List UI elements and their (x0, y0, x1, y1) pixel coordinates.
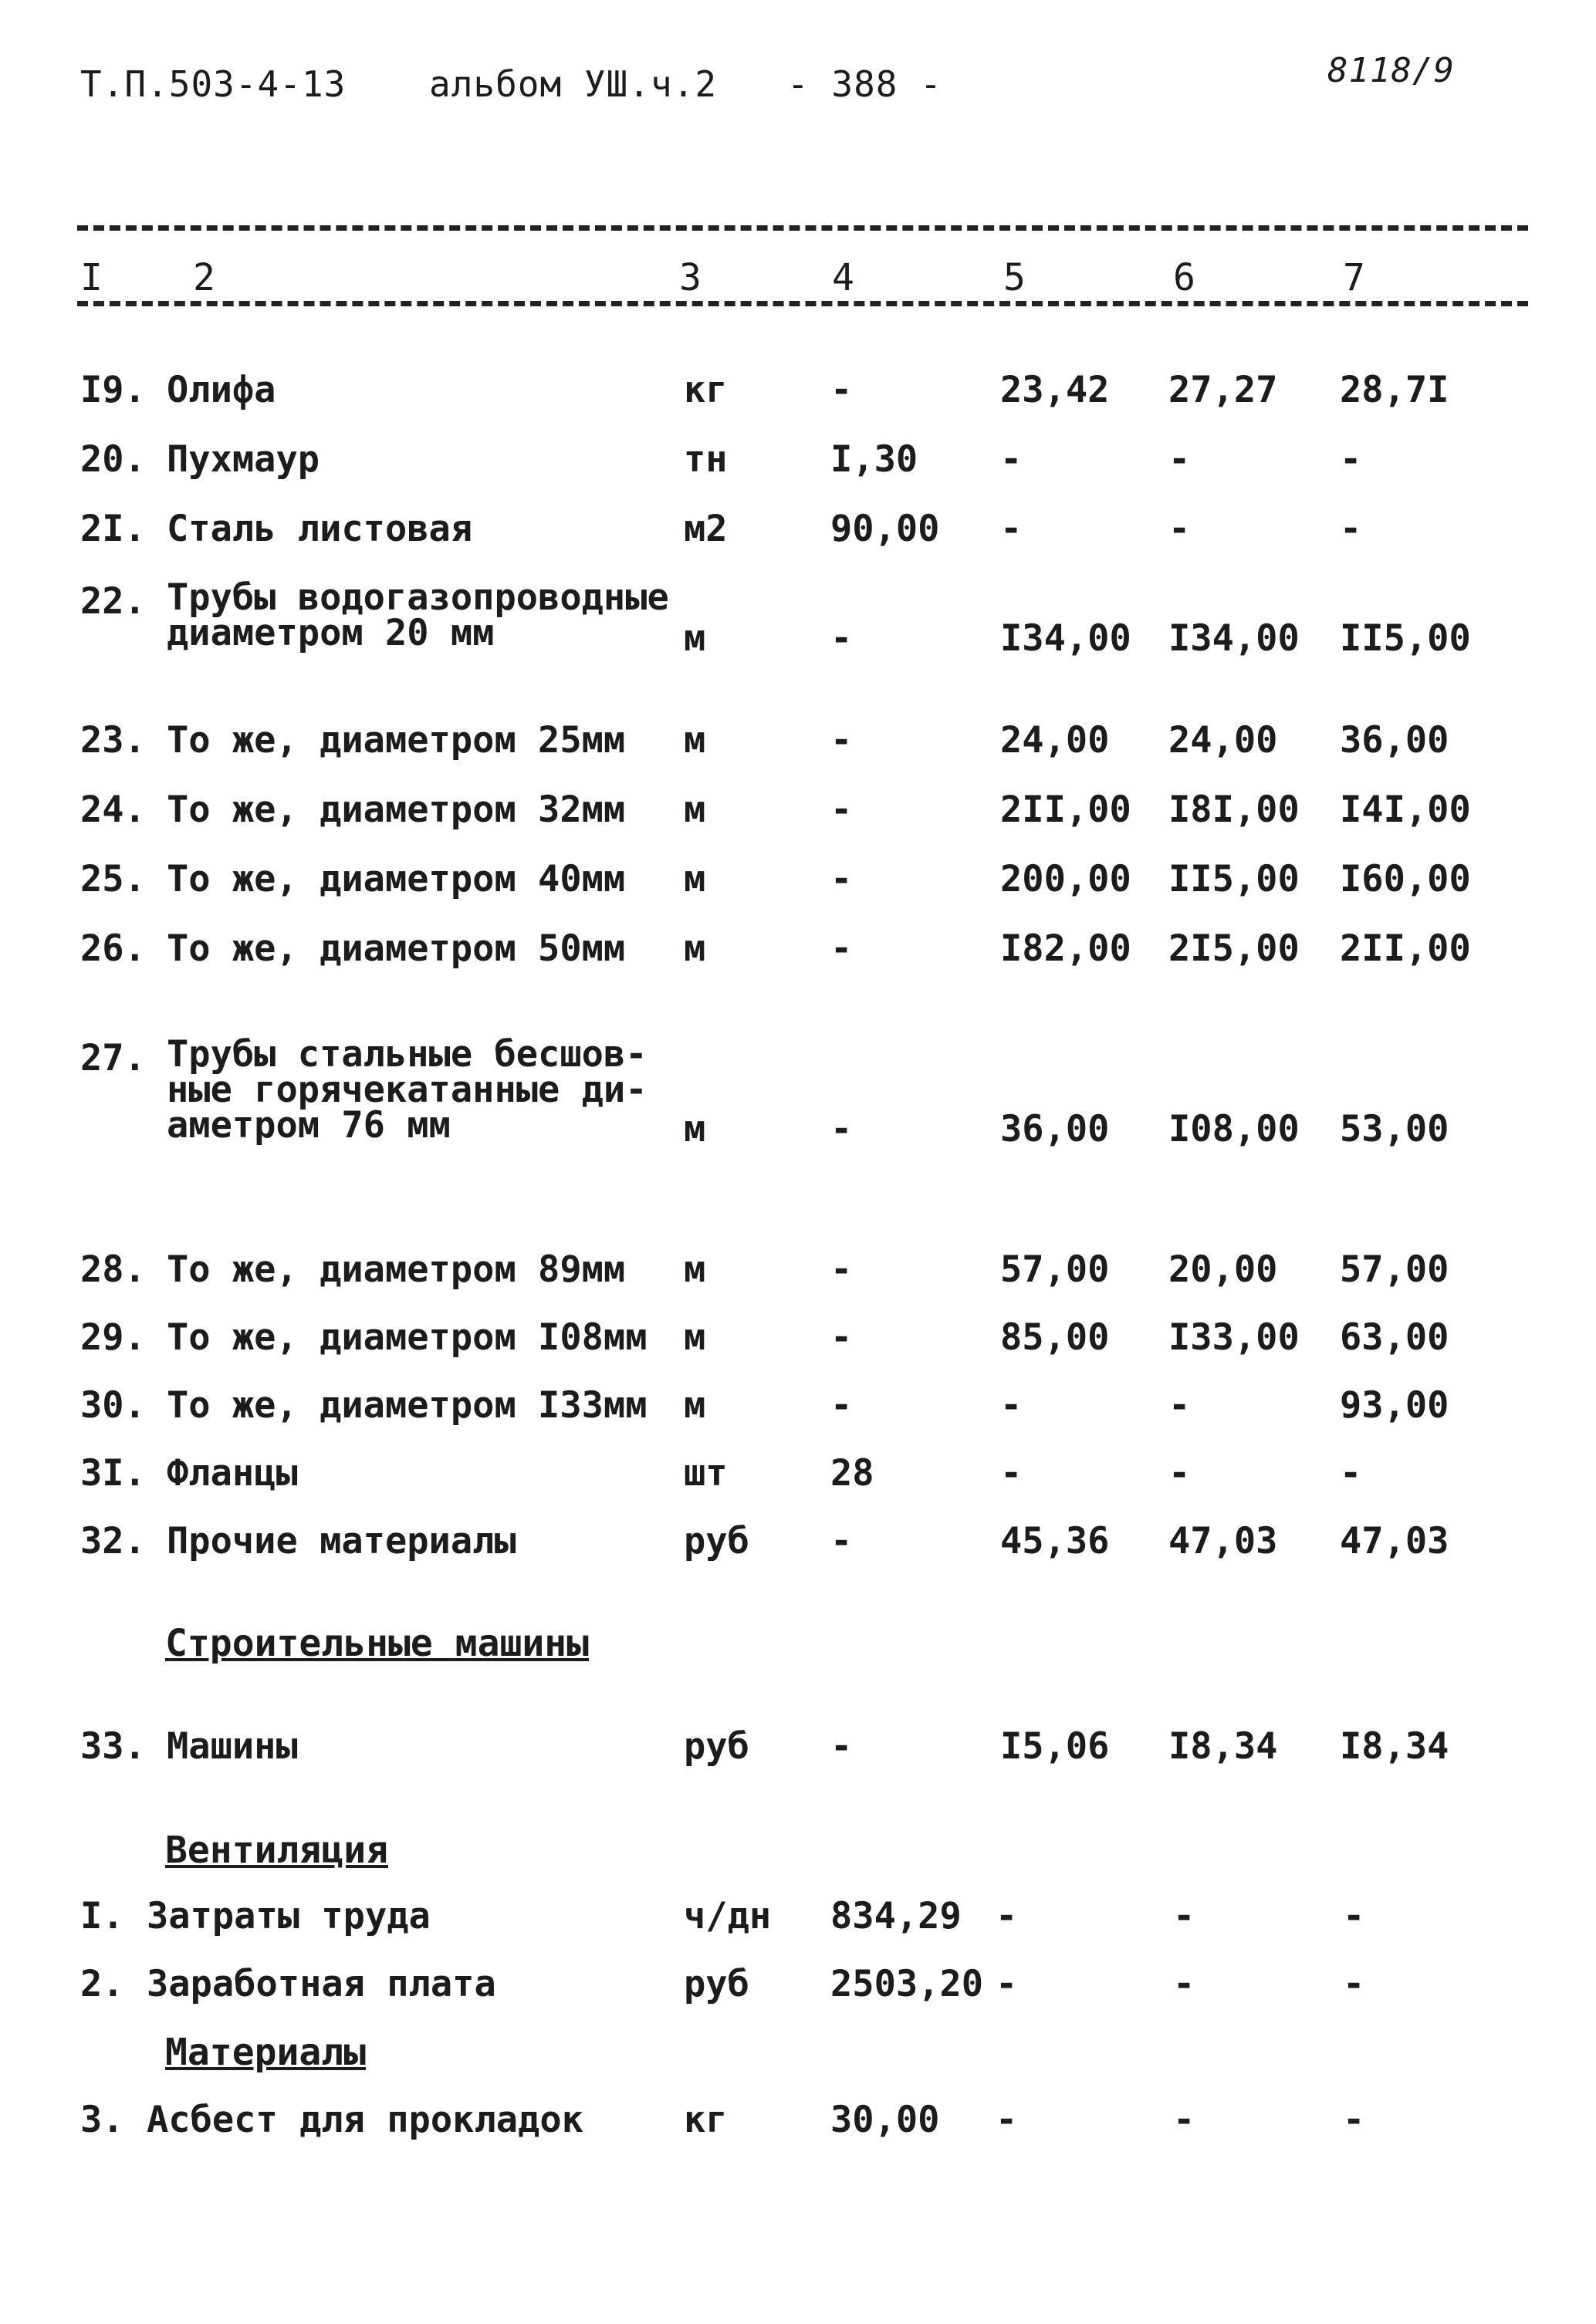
value-col-6: II5,00 (1168, 858, 1300, 900)
item-name-line: Трубы водогазопроводные (167, 576, 669, 619)
item-name (167, 576, 669, 654)
value-col-6: - (1168, 1452, 1191, 1495)
table-row (0, 1248, 1596, 1295)
value-col-6: 47,03 (1168, 1520, 1278, 1562)
value-col-4: - (830, 927, 853, 970)
value-col-5: 57,00 (1000, 1248, 1110, 1291)
value-col-4: - (830, 858, 853, 900)
item-name: Заработная плата (147, 1963, 496, 2005)
value-col-6: I33,00 (1168, 1316, 1300, 1359)
value-col-4: 2503,20 (830, 1963, 984, 2005)
table-row (0, 789, 1596, 835)
value-col-4: - (830, 1316, 853, 1359)
item-name: То же, диаметром 89мм (167, 1248, 626, 1291)
value-col-7: - (1340, 508, 1362, 550)
value-col-5: 85,00 (1000, 1316, 1110, 1359)
item-name: Пухмаур (167, 438, 320, 481)
value-col-6: - (1168, 1384, 1191, 1427)
item-name: То же, диаметром I08мм (167, 1316, 648, 1359)
value-col-7: - (1343, 1963, 1365, 2005)
table-row (0, 1895, 1596, 1941)
table-row (0, 1316, 1596, 1363)
row-number: 26. (80, 927, 146, 970)
item-name-line: ные горячекатанные ди- (167, 1069, 648, 1111)
section-heading-materials: Материалы (165, 2031, 367, 2074)
table-row (0, 1520, 1596, 1566)
value-col-6: 2I5,00 (1168, 927, 1300, 970)
column-header-3: 3 (679, 256, 702, 299)
unit: шт (684, 1452, 728, 1495)
item-name: То же, диаметром 32мм (167, 789, 626, 831)
value-col-5: - (1000, 1384, 1023, 1427)
item-name: Машины (167, 1725, 298, 1768)
document-code: Т.П.503-4-13 (80, 63, 347, 105)
value-col-5: - (1000, 438, 1023, 481)
value-col-4: 90,00 (830, 508, 940, 550)
row-number: 25. (80, 858, 146, 900)
value-col-5: I5,06 (1000, 1725, 1110, 1768)
value-col-6: - (1173, 1895, 1195, 1937)
item-name: То же, диаметром I33мм (167, 1384, 648, 1427)
row-number: 3. (80, 2099, 124, 2141)
column-header-6: 6 (1173, 256, 1195, 299)
value-col-5: 23,42 (1000, 369, 1110, 411)
column-header-2: 2 (193, 256, 215, 299)
value-col-6: 20,00 (1168, 1248, 1278, 1291)
unit: м (684, 1316, 706, 1359)
unit: м2 (684, 508, 728, 550)
value-col-4: I,30 (830, 438, 918, 481)
value-col-7: 93,00 (1340, 1384, 1449, 1427)
value-col-4: - (830, 617, 853, 660)
unit: тн (684, 438, 728, 481)
unit: м (684, 1248, 706, 1291)
value-col-6: 27,27 (1168, 369, 1278, 411)
column-header-7: 7 (1343, 256, 1365, 299)
table-header-rule (77, 301, 1528, 306)
value-col-4: - (830, 1725, 853, 1768)
value-col-6: - (1173, 2099, 1195, 2141)
unit: м (684, 719, 706, 762)
item-name (167, 1033, 648, 1147)
value-col-6: - (1168, 508, 1191, 550)
value-col-7: - (1340, 1452, 1362, 1495)
value-col-5: 200,00 (1000, 858, 1131, 900)
table-row (0, 719, 1596, 765)
value-col-4: - (830, 1384, 853, 1427)
value-col-7: - (1343, 1895, 1365, 1937)
item-name: Олифа (167, 369, 276, 411)
value-col-6: I8,34 (1168, 1725, 1278, 1768)
unit: руб (684, 1725, 749, 1768)
section-heading-machines: Строительные машины (165, 1622, 590, 1665)
value-col-7: II5,00 (1340, 617, 1471, 660)
table-row (0, 927, 1596, 974)
row-number: 27. (80, 1037, 146, 1079)
row-number: 28. (80, 1248, 146, 1291)
table-row (0, 438, 1596, 485)
item-name: То же, диаметром 40мм (167, 858, 626, 900)
table-row (0, 1725, 1596, 1772)
row-number: I. (80, 1895, 124, 1937)
value-col-7: I8,34 (1340, 1725, 1449, 1768)
value-col-6: I08,00 (1168, 1108, 1300, 1150)
value-col-7: 63,00 (1340, 1316, 1449, 1359)
item-name-line: диаметром 20 мм (167, 612, 495, 654)
table-row (0, 858, 1596, 904)
album-reference: альбом УШ.ч.2 (429, 63, 718, 105)
row-number: 24. (80, 789, 146, 831)
table-row (0, 1452, 1596, 1498)
row-number: 32. (80, 1520, 146, 1562)
value-col-5: 2II,00 (1000, 789, 1131, 831)
item-name: То же, диаметром 25мм (167, 719, 626, 762)
unit: м (684, 617, 706, 660)
item-name: Асбест для прокладок (147, 2099, 583, 2141)
item-name: Затраты труда (147, 1895, 431, 1937)
value-col-5: - (1000, 508, 1023, 550)
page-number: - 388 - (787, 63, 942, 105)
unit: ч/дн (684, 1895, 772, 1937)
row-number: 23. (80, 719, 146, 762)
item-name: То же, диаметром 50мм (167, 927, 626, 970)
value-col-5: 45,36 (1000, 1520, 1110, 1562)
value-col-5: I34,00 (1000, 617, 1131, 660)
table-row (0, 2099, 1596, 2145)
value-col-5: - (996, 1963, 1018, 2005)
table-row (0, 1384, 1596, 1431)
item-name: Прочие материалы (167, 1520, 516, 1562)
table-row (0, 576, 1596, 688)
value-col-4: - (830, 789, 853, 831)
value-col-7: - (1343, 2099, 1365, 2141)
item-name-line: Трубы стальные бесшов- (167, 1033, 648, 1076)
row-number: 3I. (80, 1452, 146, 1495)
value-col-4: 28 (830, 1452, 874, 1495)
section-heading-ventilation: Вентиляция (165, 1829, 388, 1872)
column-header-4: 4 (832, 256, 854, 299)
value-col-5: 36,00 (1000, 1108, 1110, 1150)
item-name-line: аметром 76 мм (167, 1104, 451, 1147)
item-name: Сталь листовая (167, 508, 473, 550)
value-col-6: 24,00 (1168, 719, 1278, 762)
value-col-7: 53,00 (1340, 1108, 1449, 1150)
unit: м (684, 927, 706, 970)
row-number: 20. (80, 438, 146, 481)
row-number: 30. (80, 1384, 146, 1427)
value-col-5: - (1000, 1452, 1023, 1495)
value-col-7: 28,7I (1340, 369, 1449, 411)
unit: м (684, 1108, 706, 1150)
table-row (0, 508, 1596, 554)
unit: м (684, 1384, 706, 1427)
value-col-6: - (1173, 1963, 1195, 2005)
row-number: 2I. (80, 508, 146, 550)
unit: м (684, 789, 706, 831)
unit: руб (684, 1963, 749, 2005)
row-number: 22. (80, 580, 146, 623)
value-col-4: - (830, 1520, 853, 1562)
value-col-6: - (1168, 438, 1191, 481)
value-col-4: 30,00 (830, 2099, 940, 2141)
item-name: Фланцы (167, 1452, 298, 1495)
row-number: I9. (80, 369, 146, 411)
value-col-7: - (1340, 438, 1362, 481)
value-col-5: 24,00 (1000, 719, 1110, 762)
row-number: 2. (80, 1963, 124, 2005)
table-top-rule (77, 225, 1528, 231)
value-col-7: 36,00 (1340, 719, 1449, 762)
unit: м (684, 858, 706, 900)
unit: кг (684, 2099, 728, 2141)
column-header-1: I (80, 256, 103, 299)
row-number: 33. (80, 1725, 146, 1768)
value-col-7: 47,03 (1340, 1520, 1449, 1562)
value-col-6: I8I,00 (1168, 789, 1300, 831)
value-col-4: - (830, 1108, 853, 1150)
sheet-reference: 8118/9 (1327, 51, 1455, 90)
unit: руб (684, 1520, 749, 1562)
row-number: 29. (80, 1316, 146, 1359)
value-col-4: - (830, 369, 853, 411)
value-col-4: 834,29 (830, 1895, 962, 1937)
column-header-5: 5 (1003, 256, 1026, 299)
table-row (0, 369, 1596, 415)
value-col-5: - (996, 1895, 1018, 1937)
table-row (0, 1033, 1596, 1168)
value-col-4: - (830, 719, 853, 762)
value-col-5: - (996, 2099, 1018, 2141)
value-col-7: I60,00 (1340, 858, 1471, 900)
value-col-7: 2II,00 (1340, 927, 1471, 970)
value-col-6: I34,00 (1168, 617, 1300, 660)
unit: кг (684, 369, 728, 411)
value-col-7: I4I,00 (1340, 789, 1471, 831)
value-col-4: - (830, 1248, 853, 1291)
value-col-7: 57,00 (1340, 1248, 1449, 1291)
value-col-5: I82,00 (1000, 927, 1131, 970)
table-row (0, 1963, 1596, 2009)
